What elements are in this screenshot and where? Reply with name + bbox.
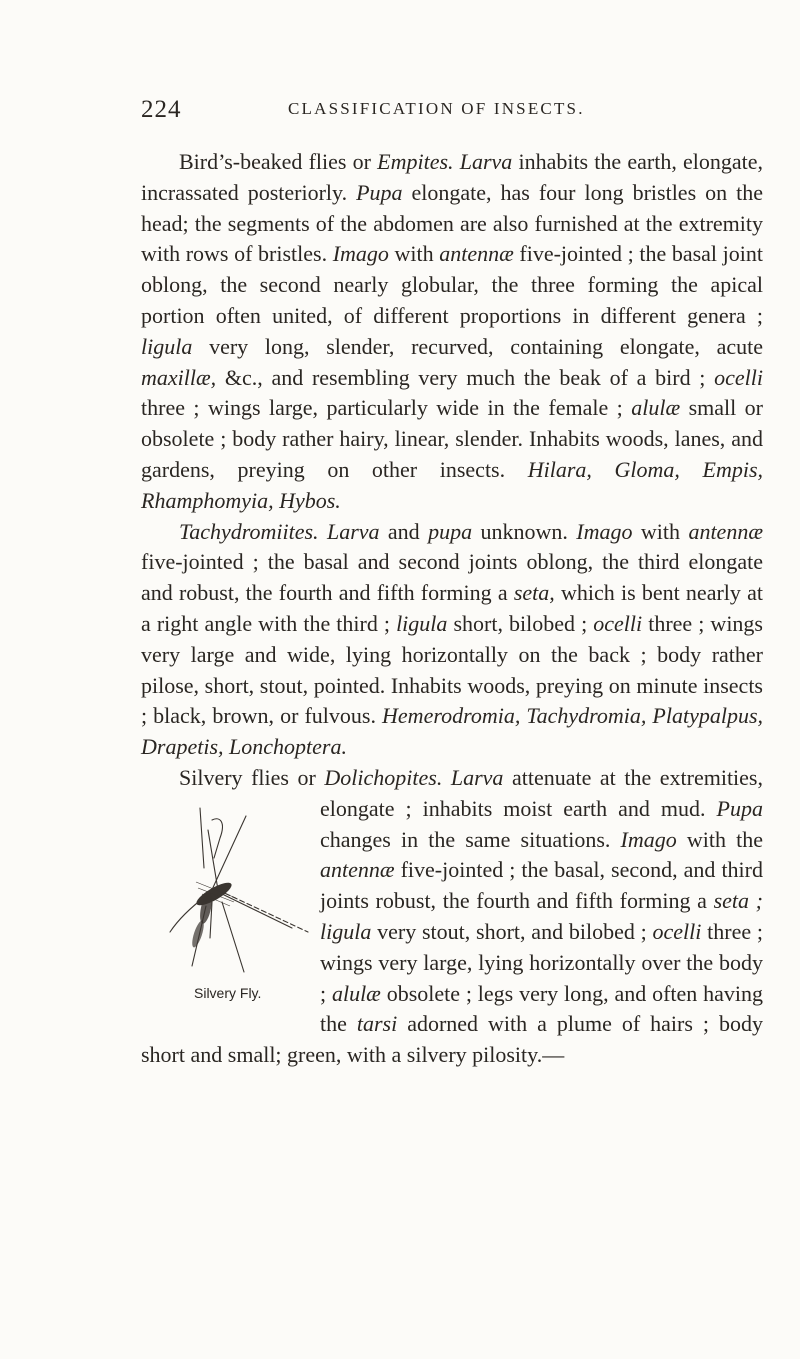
silvery-fly-illustration: [140, 798, 312, 978]
paragraph-empites: Bird’s-beaked flies or Empites. Larva inhabits the earth, elongate, incrassated posteriorly. Pupa elongate, has four long bristles on the head; the segments of the abdomen are also furnished at the extremity with rows of bristles. Imago with antennæ five-jointed ; the basal joint oblong, the second nearly globular, the three forming the apical portion often united, of different proportions in different genera ; ligula very long, slender, recurved, containing elongate, acute maxillæ, &c., and resembling very much the beak of a bird ; ocelli three ; wings large, particularly wide in the female ; alulæ small or obsolete ; body rather hairy, linear, slender. Inhabits woods, lanes, and gardens, preying on other insects. Hilara, Gloma, Empis, Rhamphomyia, Hybos.: [141, 149, 764, 513]
figure-caption: Silvery Fly.: [194, 984, 262, 1001]
silvery-fly-figure: [140, 798, 312, 1013]
paragraph-dolichopites: Silvery flies or Dolichopites. Larva attenuate at the extremities, elongate ; inhabits moist earth and mud. Pupa Silvery Fly. changes in the same situations. Imago with the antennæ five-jointed ; the basal, second, and third joints robust, the fourth and fifth forming a seta ; ligula very stout, short, and bilobed ; ocelli three ; wings very large, lying horizontally over the body ; alulæ obsolete ; legs very long, and often having the tarsi adorned with a plume of hairs ; body short and small; green, with a silvery pilosity.—: [141, 764, 763, 1068]
running-header: [141, 96, 761, 130]
page-number: 224: [141, 96, 182, 123]
running-head-title: CLASSIFICATION OF INSECTS.: [288, 99, 585, 118]
body-text: [141, 147, 763, 1071]
paragraph-tachydromiites: Tachydromiites. Larva and pupa unknown. Imago with antennæ five-jointed ; the basal and second joints oblong, the third elongate and robust, the fourth and fifth forming a seta, which is bent nearly at a right angle with the third ; ligula short, bilobed ; ocelli three ; wings very large and wide, lying horizontally on the back ; body rather pilose, short, stout, pointed. Inhabits woods, preying on minute insects ; black, brown, or fulvous. Hemerodromia, Tachydromia, Platypalpus, Drapetis, Lonchoptera.: [141, 518, 764, 760]
